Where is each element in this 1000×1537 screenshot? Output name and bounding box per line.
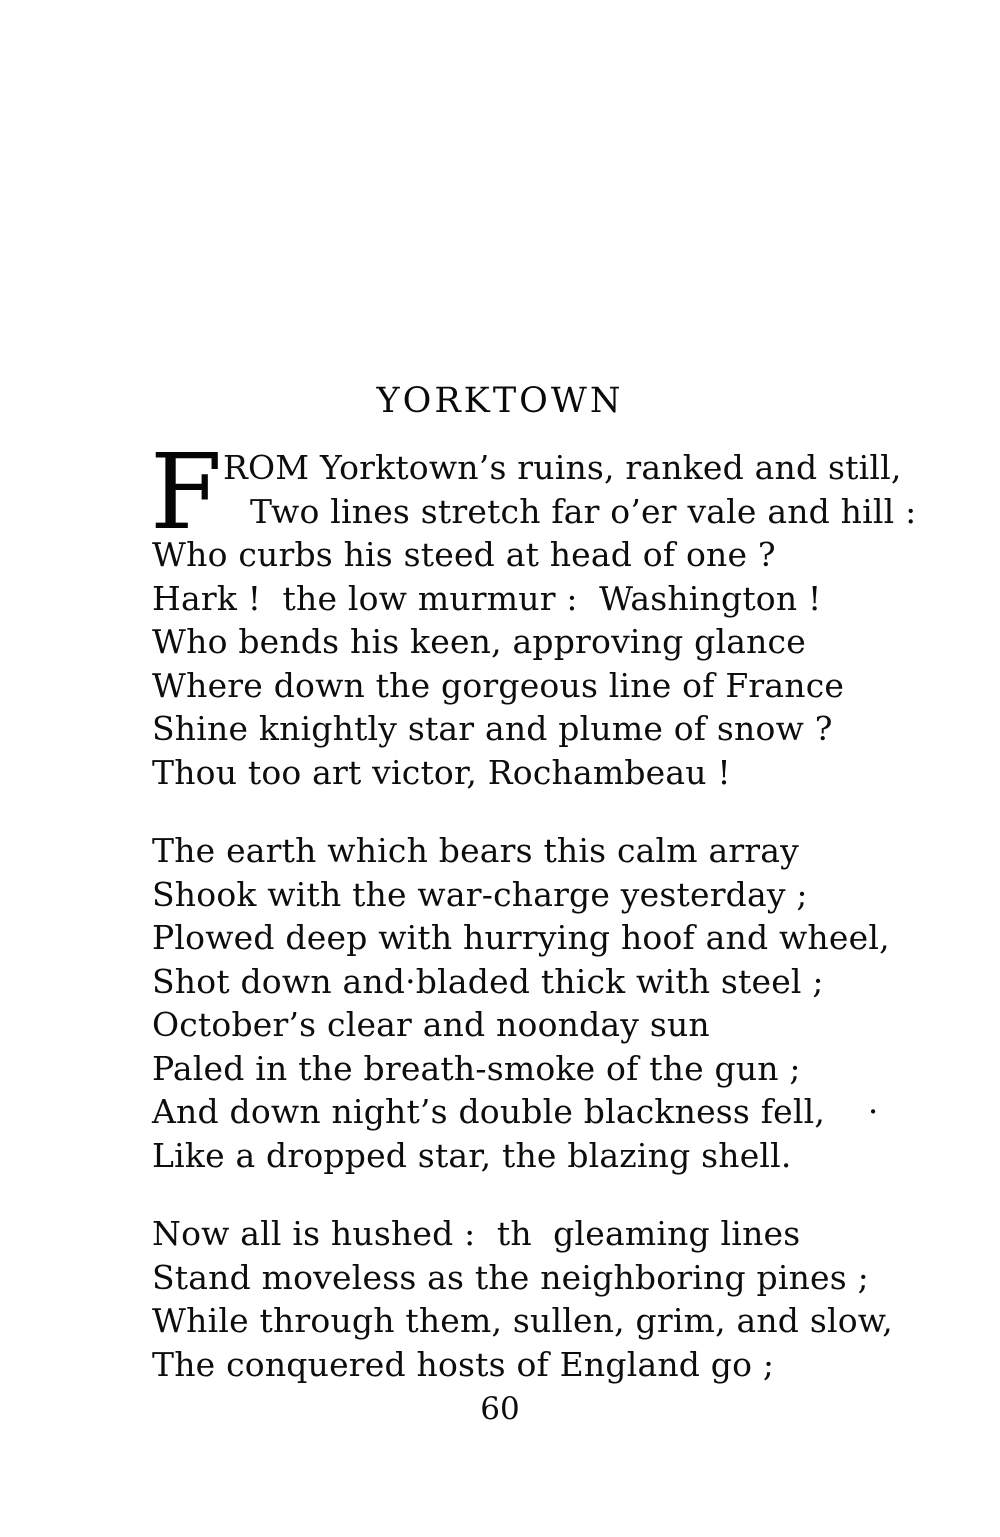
- poem: [0, 431, 1000, 1386]
- poem-line: Shot down and·bladed thick with steel ;: [152, 961, 824, 1001]
- poem-line: ROM Yorktown’s ruins, ranked and still,: [223, 448, 902, 487]
- poem-line: And down night’s double blackness fell, ·: [152, 1092, 879, 1131]
- poem-line: Paled in the breath-smoke of the gun ;: [152, 1048, 801, 1088]
- poem-line: Where down the gorgeous line of France: [152, 665, 845, 705]
- poem-line: Like a dropped star, the blazing shell.: [152, 1135, 792, 1175]
- poem-line: October’s clear and noonday sun: [152, 1005, 710, 1044]
- stanza-3: [152, 1212, 1000, 1386]
- stanza-2: [152, 829, 1000, 1177]
- stanza-1: [150, 431, 1000, 794]
- page-title: YORKTOWN: [376, 381, 624, 421]
- page-number: 60: [480, 1391, 520, 1427]
- drop-cap: F: [150, 431, 223, 553]
- poem-line: Who curbs his steed at head of one ?: [152, 535, 776, 574]
- poem-line: Plowed deep with hurrying hoof and wheel,: [152, 918, 890, 957]
- poem-line: While through them, sullen, grim, and slow,: [152, 1301, 893, 1340]
- poem-line: The conquered hosts of England go ;: [152, 1344, 775, 1384]
- poem-line: The earth which bears this calm array: [152, 831, 800, 870]
- poem-line: Who bends his keen, approving glance: [152, 622, 806, 661]
- poem-line: Stand moveless as the neighboring pines ;: [152, 1257, 869, 1297]
- poem-line: Shook with the war-charge yesterday ;: [152, 874, 808, 914]
- poem-line: Two lines stretch far o’er vale and hill :: [250, 491, 917, 531]
- poem-line: Now all is hushed : th gleaming lines: [152, 1214, 801, 1253]
- poem-line: Hark ! the low murmur : Washington !: [152, 578, 822, 618]
- poem-line: Thou too art victor, Rochambeau !: [152, 752, 731, 792]
- poem-line: Shine knightly star and plume of snow ?: [152, 709, 833, 748]
